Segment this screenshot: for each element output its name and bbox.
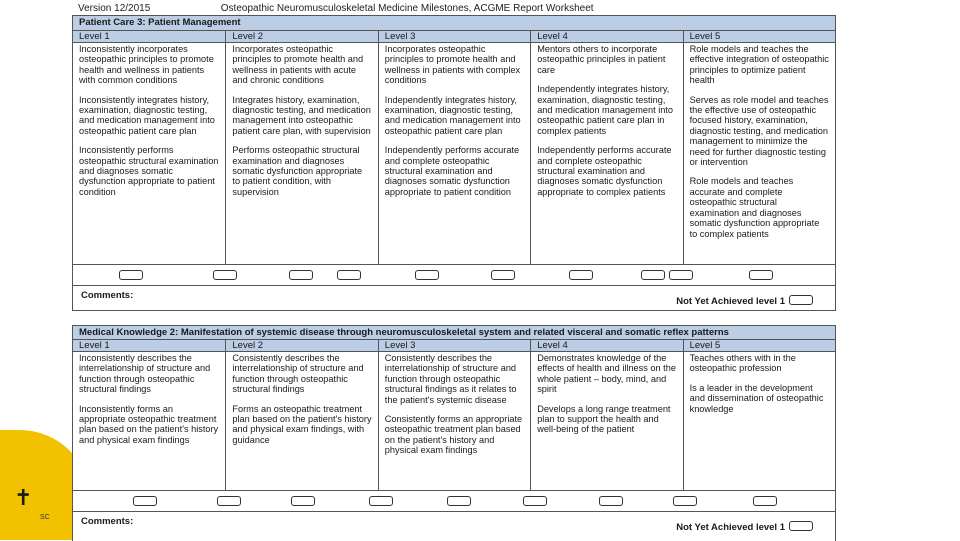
- milestone-text: Demonstrates knowledge of the effects of health and illness on the whole patient – body, mind, and spirit: [537, 353, 676, 395]
- milestone-text: Serves as role model and teaches the effective use of osteopathic focused history, examination, diagnostic testing, and medication management to minimize the need for further diagnostic testing or intervention: [689, 94, 829, 168]
- rating-checkbox[interactable]: [337, 270, 361, 280]
- section-title: Patient Care 3: Patient Management: [73, 16, 835, 31]
- not-yet-achieved-label: Not Yet Achieved level 1: [676, 296, 785, 307]
- logo-text: SC: [40, 514, 50, 521]
- level-header-row: [73, 340, 835, 352]
- level-5-column: [683, 43, 835, 264]
- milestone-text: Integrates history, examination, diagnostic testing, and medication management into osteopathic patient care plan, with supervision: [232, 94, 371, 136]
- milestone-text: Inconsistently forms an appropriate osteopathic treatment plan based on the patient's history and physical exam findings: [79, 403, 219, 445]
- level-2-column: [225, 43, 377, 264]
- rating-checkbox[interactable]: [217, 496, 241, 506]
- level-4-column: [530, 43, 682, 264]
- milestone-text: Role models and teaches the effective integration of osteopathic principles to optimize patient health: [689, 44, 829, 86]
- rating-checkbox[interactable]: [119, 270, 143, 280]
- milestone-text: Role models and teaches accurate and complete osteopathic structural examination and diagnoses somatic dysfunction appropriate to complex patients: [689, 176, 820, 239]
- level-5-column: [683, 352, 835, 490]
- milestone-text: Independently integrates history, examination, diagnostic testing, and medication management into osteopathic patient care plan: [384, 94, 521, 136]
- comments-label: Comments:: [81, 290, 134, 301]
- not-yet-achieved-label: Not Yet Achieved level 1: [676, 522, 785, 533]
- rating-checkbox[interactable]: [369, 496, 393, 506]
- level-2-column: [225, 352, 377, 490]
- level-3-column: [378, 43, 530, 264]
- level-1-column: [73, 352, 225, 490]
- torch-icon: ✝: [14, 485, 33, 510]
- rating-checkbox[interactable]: [749, 270, 773, 280]
- version-label: Version 12/2015: [78, 3, 151, 14]
- comments-label: Comments:: [81, 516, 134, 527]
- milestone-text: Independently performs accurate and complete osteopathic structural examination and diagnoses somatic dysfunction appropriate to patient condition: [384, 145, 520, 197]
- level-1-header: Level 1: [79, 31, 110, 42]
- rating-checkbox[interactable]: [523, 496, 547, 506]
- level-4-column: [530, 352, 682, 490]
- level-2-header: Level 2: [225, 31, 377, 42]
- milestone-text: Performs osteopathic structural examination and diagnoses somatic dysfunction appropriate to patient condition, with supervision: [232, 145, 363, 197]
- milestone-text: Inconsistently describes the interrelationship of structure and function through osteopathic structural findings: [79, 353, 211, 395]
- milestone-text: Consistently describes the interrelationship of structure and function through osteopathic structural findings as it relates to the patient's systemic disease: [384, 353, 517, 405]
- rating-checkbox[interactable]: [289, 270, 313, 280]
- milestone-descriptions: [73, 352, 835, 490]
- milestone-text: Consistently forms an appropriate osteopathic treatment plan based on the patient's history and physical exam findings: [384, 414, 523, 456]
- rating-checkbox[interactable]: [491, 270, 515, 280]
- worksheet-header: [78, 3, 594, 14]
- rating-checkbox[interactable]: [669, 270, 693, 280]
- level-3-header: Level 3: [378, 31, 530, 42]
- comments-row: [73, 286, 835, 310]
- not-yet-achieved-checkbox[interactable]: [789, 521, 813, 531]
- milestone-text: Independently integrates history, examination, diagnostic testing, and medication management into osteopathic patient care plan in complex patients: [537, 84, 674, 136]
- milestone-text: Is a leader in the development and dissemination of osteopathic knowledge: [689, 382, 824, 414]
- milestone-text: Independently performs accurate and complete osteopathic structural examination and diagnoses somatic dysfunction appropriate to complex patients: [537, 145, 672, 197]
- milestone-text: Mentors others to incorporate osteopathic principles in patient care: [537, 44, 666, 75]
- level-2-header: Level 2: [225, 340, 377, 351]
- level-header-row: [73, 31, 835, 43]
- level-5-header: Level 5: [683, 31, 835, 42]
- rating-checkbox[interactable]: [569, 270, 593, 280]
- comments-row: [73, 512, 835, 536]
- level-5-header: Level 5: [683, 340, 835, 351]
- milestone-section-medical-knowledge: [72, 325, 836, 541]
- rating-checkbox[interactable]: [291, 496, 315, 506]
- milestone-text: Consistently describes the interrelationship of structure and function through osteopathic structural findings: [232, 353, 364, 395]
- milestone-text: Incorporates osteopathic principles to promote health and wellness in patients with acute and chronic conditions: [232, 44, 364, 86]
- level-1-column: [73, 43, 225, 264]
- rating-checkbox[interactable]: [753, 496, 777, 506]
- rating-checkbox[interactable]: [133, 496, 157, 506]
- milestone-section-patient-care: [72, 15, 836, 311]
- milestone-descriptions: [73, 43, 835, 264]
- level-4-header: Level 4: [530, 340, 682, 351]
- rating-checkbox[interactable]: [213, 270, 237, 280]
- milestone-text: Inconsistently performs osteopathic structural examination and diagnoses somatic dysfunction appropriate to patient condition: [79, 145, 219, 197]
- rating-checkbox[interactable]: [415, 270, 439, 280]
- rating-checkbox-row: [73, 490, 835, 512]
- milestone-text: Inconsistently incorporates osteopathic principles to promote health and wellness in patients with common conditions: [79, 44, 214, 86]
- level-4-header: Level 4: [530, 31, 682, 42]
- rating-checkbox[interactable]: [599, 496, 623, 506]
- milestone-text: Incorporates osteopathic principles to promote health and wellness in patients with complex conditions: [384, 44, 521, 86]
- milestone-text: Inconsistently integrates history, examination, diagnostic testing, and medication management into osteopathic patient care plan: [79, 94, 215, 136]
- section-title: Medical Knowledge 2: Manifestation of systemic disease through neuromusculoskeletal system and related visceral and somatic reflex patterns: [73, 326, 835, 340]
- milestone-text: Forms an osteopathic treatment plan based on the patient's history and physical exam findings, with guidance: [232, 403, 372, 445]
- worksheet-title: Osteopathic Neuromusculoskeletal Medicine Milestones, ACGME Report Worksheet: [220, 3, 594, 14]
- rating-checkbox-row: [73, 264, 835, 286]
- milestone-text: Teaches others with in the osteopathic profession: [689, 353, 796, 374]
- not-yet-achieved-checkbox[interactable]: [789, 295, 813, 305]
- level-3-header: Level 3: [378, 340, 530, 351]
- rating-checkbox[interactable]: [673, 496, 697, 506]
- milestone-text: Develops a long range treatment plan to support the health and well-being of the patient: [537, 403, 671, 435]
- rating-checkbox[interactable]: [641, 270, 665, 280]
- level-3-column: [378, 352, 530, 490]
- level-1-header: Level 1: [79, 340, 110, 351]
- rating-checkbox[interactable]: [447, 496, 471, 506]
